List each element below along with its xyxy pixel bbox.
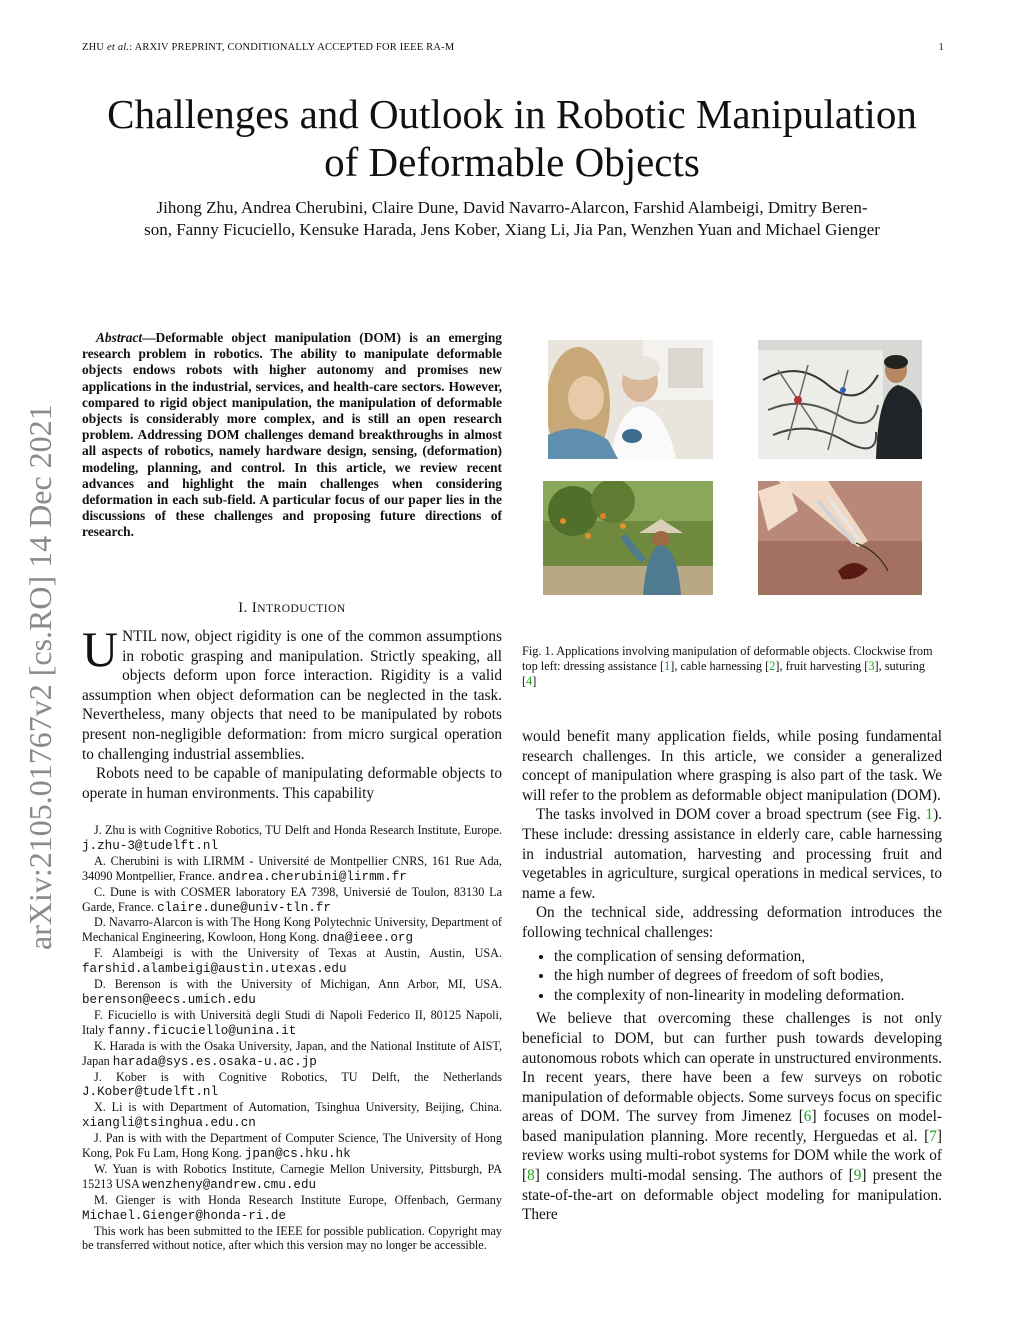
list-item: • the complexity of non-linearity in modeling deformation. — [554, 986, 942, 1006]
footnote — [82, 1224, 502, 1254]
citation-link[interactable]: 1 — [664, 659, 671, 673]
right-paragraph-4 — [522, 1009, 942, 1225]
footnote — [82, 823, 502, 854]
fruit-harvesting-photo — [543, 481, 713, 595]
list-item: • the high number of degrees of freedom of soft bodies, — [554, 966, 942, 986]
p2-text-a: The tasks involved in DOM cover a broad spectrum (see Fig. — [536, 806, 926, 824]
suturing-photo — [758, 481, 922, 595]
email-link[interactable]: fanny.ficuciello@unina.it — [107, 1023, 297, 1038]
page-number: 1 — [938, 42, 944, 53]
footnote-text: This work has been submitted to the IEEE for possible publication. Copyright may be transferred without notice, after which this version may no longer be accessible. — [82, 1223, 502, 1253]
footnote — [82, 885, 502, 916]
footnote — [82, 1008, 502, 1039]
section-cap: I — [251, 600, 258, 616]
title-line-1: Challenges and Outlook in Robotic Manipulation — [107, 91, 917, 137]
dressing-assistance-photo — [548, 340, 713, 459]
arxiv-stamp: arXiv:2105.01767v2 [cs.RO] 14 Dec 2021 — [22, 404, 58, 950]
drop-cap: U — [82, 621, 119, 677]
citation-link[interactable]: 2 — [769, 659, 776, 673]
footnote-text: F. Ficuciello is with Università degli Studi di Napoli Federico II, 80125 Napoli, Italy — [82, 1007, 502, 1037]
citation-link[interactable]: 4 — [526, 674, 533, 688]
caption-text-e: ] — [532, 674, 537, 688]
figure-caption — [522, 644, 942, 689]
section-numeral: I. — [238, 600, 248, 616]
footnote — [82, 1070, 502, 1101]
email-link[interactable]: Michael.Gienger@honda-ri.de — [82, 1208, 287, 1223]
footnote — [82, 946, 502, 977]
email-link[interactable]: dna@ieee.org — [322, 931, 414, 946]
footnote-text: J. Pan is with with the Department of Computer Science, The University of Hong Kong, Pok Fu Lam, Hong Kong. — [82, 1131, 502, 1161]
abstract — [82, 330, 502, 541]
title-line-2: of Deformable Objects — [324, 139, 700, 185]
p4-text-b: ] focuses on model-based manipulation planning. More recently, Herguedas et al. [ — [522, 1108, 942, 1145]
introduction-body — [82, 621, 502, 803]
footnote — [82, 1039, 502, 1070]
citation-link[interactable]: 9 — [853, 1167, 862, 1185]
section-heading-introduction — [82, 600, 502, 617]
authors-line-2: son, Fanny Ficuciello, Kensuke Harada, Jens Kober, Xiang Li, Jia Pan, Wenzhen Yuan and Michael Gienger — [144, 220, 880, 239]
author-list — [100, 197, 924, 241]
citation-link[interactable]: 7 — [929, 1127, 937, 1145]
footnote — [82, 1162, 502, 1193]
footnote — [82, 915, 502, 946]
email-link[interactable]: andrea.cherubini@lirmm.fr — [217, 869, 407, 884]
footnote-text: D. Navarro-Alarcon is with The Hong Kong Polytechnic University, Department of Mechanical Engineering, Kowloon, Hong Kong. — [82, 915, 502, 945]
footnote-text: X. Li is with Department of Automation, Tsinghua University, Beijing, China. — [94, 1100, 502, 1115]
footnote — [82, 854, 502, 885]
footnote — [82, 977, 502, 1008]
running-head-rest: : ARXIV PREPRINT, CONDITIONALLY ACCEPTED FOR IEEE RA-M — [129, 42, 455, 53]
right-column-body — [522, 727, 942, 1225]
intro-paragraph-1 — [82, 621, 502, 764]
abstract-label: Abstract — [96, 330, 143, 345]
footnote-text: W. Yuan is with Robotics Institute, Carnegie Mellon University, Pittsburgh, PA 15213 USA — [82, 1161, 502, 1191]
email-link[interactable]: farshid.alambeigi@austin.utexas.edu — [82, 962, 347, 977]
list-item: • the complication of sensing deformation, — [554, 947, 942, 967]
citation-link[interactable]: 8 — [527, 1167, 535, 1185]
p2-text-b: ). These include: dressing assistance in elderly care, cable harnessing in industrial automation, harvesting and processing fruit and vegetables in agriculture, surgical operations in medical services, to name a few. — [522, 806, 942, 902]
email-link[interactable]: jpan@cs.hku.hk — [244, 1147, 351, 1162]
section-small-caps: NTRODUCTION — [257, 603, 346, 615]
caption-text-a: Applications involving manipulation of deformable objects. Clockwise from top left: dressing assistance [ — [522, 644, 933, 673]
email-link[interactable]: harada@sys.es.osaka-u.ac.jp — [112, 1054, 317, 1069]
email-link[interactable]: J.Kober@tudelft.nl — [82, 1085, 219, 1100]
footnote-text: J. Zhu is with Cognitive Robotics, TU Delft and Honda Research Institute, Europe. — [94, 823, 502, 837]
email-link[interactable]: berenson@eecs.umich.edu — [82, 992, 256, 1007]
cable-harnessing-photo — [758, 340, 922, 459]
email-link[interactable]: wenzheny@andrew.cmu.edu — [142, 1177, 317, 1192]
email-link[interactable]: claire.dune@univ-tln.fr — [157, 900, 331, 915]
authors-line-1: Jihong Zhu, Andrea Cherubini, Claire Dune, David Navarro-Alarcon, Farshid Alambeigi, Dmitry Beren- — [156, 198, 868, 217]
email-link[interactable]: j.zhu-3@tudelft.nl — [82, 838, 219, 853]
affiliation-footnotes — [82, 823, 502, 1253]
p4-text-e: ] present the state-of-the-art on deformable object modeling for manipulation. There — [522, 1167, 942, 1224]
running-header — [82, 42, 952, 53]
footnote — [82, 1131, 502, 1162]
p4-text-c: ] review works using multi-robot systems for DOM while the work of [ — [522, 1127, 942, 1185]
footnote — [82, 1193, 502, 1224]
intro-first-word: NTIL — [122, 628, 157, 645]
intro-paragraph-2: Robots need to be capable of manipulating deformable objects to operate in human environments. This capability — [82, 765, 502, 802]
p4-text-a: We believe that overcoming these challenges is not only beneficial to DOM, but can further push towards developing autonomous robots which can operate in unstructured environments. In recent years, there have been a few surveys on robotic manipulation of deformable objects. Some surveys focus on specific areas of DOM. The survey from Jimenez [ — [522, 1010, 942, 1126]
footnote-text: F. Alambeigi is with the University of Texas at Austin, Austin, USA. — [94, 946, 502, 961]
citation-link[interactable]: 3 — [868, 659, 875, 673]
caption-text-b: ], cable harnessing [ — [670, 659, 770, 673]
footnote-text: D. Berenson is with the University of Michigan, Ann Arbor, MI, USA. — [94, 977, 502, 992]
p4-text-d: ] considers multi-modal sensing. The authors of [ — [534, 1167, 854, 1185]
footnote — [82, 1100, 502, 1131]
footnote-text: J. Kober is with Cognitive Robotics, TU Delft, the Netherlands — [94, 1069, 502, 1084]
footnote-text: C. Dune is with COSMER laboratory EA 7398, Universié de Toulon, 83130 La Garde, France. — [82, 884, 502, 914]
caption-label: Fig. 1. — [522, 644, 554, 658]
caption-text-d: ], suturing [ — [522, 659, 926, 688]
intro-p1-rest: now, object rigidity is one of the common assumptions in robotic grasping and manipulation. Strictly speaking, all objects deform upon force interaction. Rigidity is a valid assumption when object deformation can be neglected in the task. Nevertheless, many objects that need to be manipulated by robots present non-negligible deformation: from micro surgical operation to challenging industrial assemblies. — [82, 628, 502, 763]
footnote-text: K. Harada is with the Osaka University, Japan, and the National Institute of AIST, Japan — [82, 1038, 502, 1068]
footnote-text: A. Cherubini is with LIRMM - Université de Montpellier CNRS, 161 Rue Ada, 34090 Montpellier, France. — [82, 853, 502, 883]
email-link[interactable]: xiangli@tsinghua.edu.cn — [82, 1116, 256, 1131]
right-paragraph-1: would benefit many application fields, while posing fundamental research challenges. In this article, we consider a generalized concept of manipulation where grasping is also part of the task. We will refer to the problem as deformable object manipulation (DOM). — [522, 728, 942, 804]
figure-link[interactable]: 1 — [925, 806, 934, 824]
running-head-prefix: ZHU — [82, 42, 105, 53]
paper-title — [82, 90, 942, 186]
footnote-text: M. Gienger is with Honda Research Institute Europe, Offenbach, Germany — [94, 1192, 502, 1207]
abstract-text: —Deformable object manipulation (DOM) is an emerging research problem in robotics. The ability to manipulate deformable objects endows robots with higher autonomy and promises new applications in the industrial, services, and health-care sectors. However, compared to rigid object manipulation, the manipulation of deformable objects is considerably more complex, and is still an open research problem. Addressing DOM challenges demand breakthroughs in almost all aspects of robotics, namely hardware design, sensing, (deformation) modeling, planning, and control. In this article, we review recent advances and highlight the main challenges when considering deformation in each sub-field. A particular focus of our paper lies in the discussions of these challenges and proposing future directions of research. — [82, 330, 502, 540]
citation-link[interactable]: 6 — [803, 1108, 812, 1126]
challenges-list — [522, 947, 942, 1006]
caption-text-c: ], fruit harvesting [ — [775, 659, 869, 673]
right-paragraph-2 — [522, 805, 942, 903]
running-head-etal: et al. — [107, 42, 130, 53]
right-paragraph-3: On the technical side, addressing deformation introduces the following technical challenges: — [522, 904, 942, 941]
